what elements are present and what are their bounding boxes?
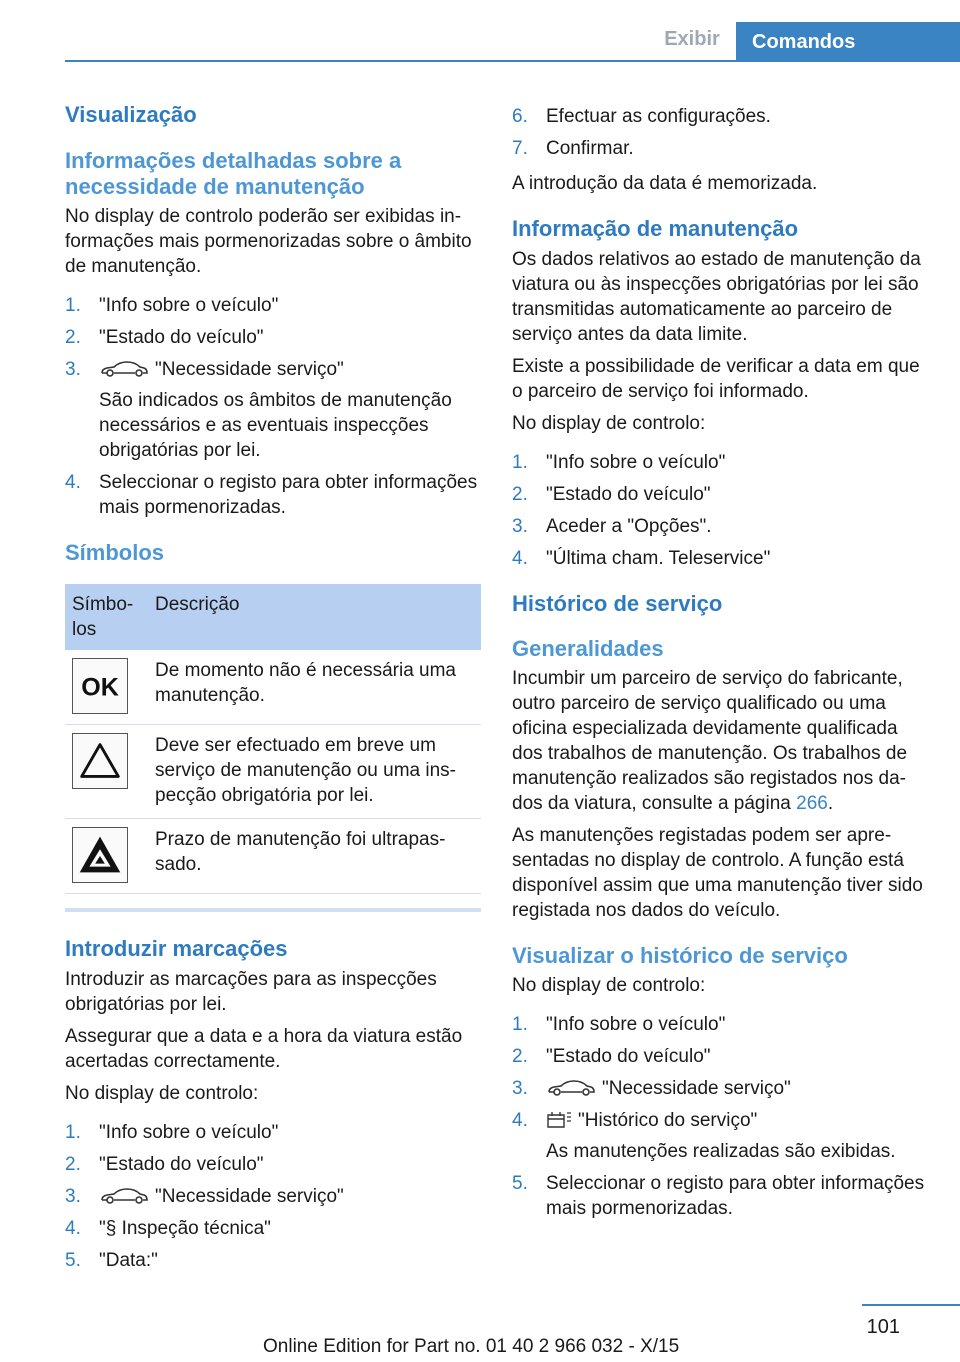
list-number: 4.: [65, 472, 81, 493]
paragraph: No display de controlo:: [65, 1083, 259, 1104]
paragraph: No display de controlo:: [512, 975, 706, 996]
paragraph: Introduzir as marcações para as inspecções obrigatórias por lei.: [65, 969, 437, 1015]
ok-icon: [72, 658, 128, 714]
list-text: "Estado do veículo": [99, 327, 264, 348]
list-number: 2.: [512, 1046, 528, 1067]
table-cell-desc: Deve ser efectuado em breve um serviço de manutenção ou uma inspecção obrigatória por lei.: [148, 725, 481, 819]
list-item: [512, 1108, 926, 1164]
list-text: "Estado do veículo": [546, 1046, 711, 1067]
list-text: "Info sobre o veículo": [99, 295, 279, 316]
table-row: [65, 819, 481, 894]
list-item: [512, 136, 926, 161]
list-number: 4.: [65, 1218, 81, 1239]
table-cell-symbol: [65, 650, 148, 725]
list-item: [65, 470, 481, 520]
list-item: [65, 357, 481, 463]
list-number: 5.: [65, 1250, 81, 1271]
list-item: [65, 1248, 481, 1273]
list-subtext: As manutenções realizadas são exibidas.: [546, 1141, 896, 1162]
list-text: "Histórico do serviço": [578, 1110, 758, 1131]
list-number: 2.: [65, 327, 81, 348]
list-item: [512, 546, 926, 571]
list-text: Aceder a "Opções".: [546, 516, 712, 537]
table-cell-symbol: [65, 725, 148, 819]
table-row: [65, 650, 481, 725]
list-number: 3.: [512, 1078, 528, 1099]
list-item: [65, 1216, 481, 1241]
heading-visualizar-historico: Visualizar o histórico de serviço: [512, 943, 848, 968]
page-header: [0, 0, 960, 62]
warning-triangle-icon: [72, 733, 128, 789]
list-number: 1.: [512, 452, 528, 473]
paragraph: Existe a possibilidade de verificar a data em que o parceiro de serviço foi informado.: [512, 356, 920, 402]
list-number: 3.: [65, 359, 81, 380]
table-row: [65, 725, 481, 819]
paragraph-text: .: [827, 793, 834, 814]
list-item: [512, 104, 926, 129]
list-text: "Info sobre o veículo": [99, 1122, 279, 1143]
heading-informacao-manutencao: Informação de manutenção: [512, 216, 799, 241]
page-footer: [0, 1300, 960, 1362]
list-text: "Info sobre o veículo": [546, 452, 726, 473]
list-item: [512, 1012, 926, 1037]
list-number: 5.: [512, 1173, 528, 1194]
steps-list-3: [512, 450, 926, 571]
steps-list-continued: [512, 104, 926, 161]
left-column: [65, 96, 481, 1283]
list-item: [65, 293, 481, 318]
list-number: 2.: [65, 1154, 81, 1175]
table-cell-symbol: [65, 819, 148, 894]
table-end-divider: [65, 908, 481, 912]
table-cell-desc: Prazo de manutenção foi ultrapassado.: [148, 819, 481, 894]
list-text: "Necessidade serviço": [155, 359, 344, 380]
calendar-icon: [546, 1109, 572, 1129]
table-header-descricao: Descrição: [148, 584, 481, 650]
car-icon: [99, 1187, 149, 1205]
list-item: [65, 1184, 481, 1209]
paragraph: [512, 666, 926, 816]
table-header-simbolos: Símbolos: [65, 584, 148, 650]
tab-exibir[interactable]: Exibir: [664, 28, 720, 50]
list-subtext: São indicados os âmbitos de manutenção necessários e as eventuais inspecções obrigatórias por lei.: [99, 390, 452, 461]
heading-informacoes-detalhadas: Informações detalhadas sobre a necessidade de manutenção: [65, 148, 402, 199]
heading-generalidades: Generalidades: [512, 636, 664, 661]
list-number: 1.: [65, 295, 81, 316]
edition-text: Online Edition for Part no. 01 40 2 966 032 - X/15: [263, 1336, 680, 1357]
heading-visualizacao: Visualização: [65, 102, 197, 127]
steps-list-4: [512, 1012, 926, 1221]
list-text: "Necessidade serviço": [155, 1186, 344, 1207]
list-number: 4.: [512, 1110, 528, 1131]
heading-introduzir-marcacoes: Introduzir marcações: [65, 936, 288, 961]
list-text: "Estado do veículo": [546, 484, 711, 505]
list-item: [512, 1076, 926, 1101]
list-text: "Data:": [99, 1250, 158, 1271]
list-number: 6.: [512, 106, 528, 127]
list-item: [512, 482, 926, 507]
paragraph: Os dados relativos ao estado de manutenção da viatura ou às inspecções obrigatórias por lei são transmitidas automaticamente ao parceiro de serviço antes da data limite.: [512, 249, 921, 345]
paragraph-text: Incumbir um parceiro de serviço do fabricante, outro parceiro de serviço qualificado ou uma oficina especializada devidamente qualificada dos trabalhos de manutenção. Os trabalhos de manutenção realizados são registados nos dados da viatura, consulte a página: [512, 668, 908, 814]
list-text: Confirmar.: [546, 138, 634, 159]
list-item: [512, 450, 926, 475]
tab-comandos[interactable]: Comandos: [736, 22, 960, 62]
warning-triangle-filled-icon: [72, 827, 128, 883]
list-item: [65, 325, 481, 350]
table-cell-desc: De momento não é necessária uma manutenção.: [148, 650, 481, 725]
steps-list-1: [65, 293, 481, 520]
page-link[interactable]: 266: [796, 793, 828, 814]
list-item: [65, 1152, 481, 1177]
right-column: [512, 96, 926, 1231]
list-number: 3.: [65, 1186, 81, 1207]
list-text: "Estado do veículo": [99, 1154, 264, 1175]
list-text: "Necessidade serviço": [602, 1078, 791, 1099]
list-text: Seleccionar o registo para obter informações mais pormenorizadas.: [546, 1173, 925, 1219]
list-item: [512, 1171, 926, 1221]
paragraph: No display de controlo poderão ser exibidas informações mais pormenorizadas sobre o âmbito de manutenção.: [65, 206, 472, 277]
page-number: 101: [866, 1316, 900, 1338]
heading-historico-servico: Histórico de serviço: [512, 591, 723, 616]
paragraph: Assegurar que a data e a hora da viatura estão acertadas correctamente.: [65, 1026, 463, 1072]
table-header-row: [65, 584, 481, 650]
heading-simbolos: Símbolos: [65, 540, 165, 565]
list-number: 2.: [512, 484, 528, 505]
header-divider: [65, 60, 960, 62]
list-text: Seleccionar o registo para obter informações mais pormenorizadas.: [99, 472, 478, 518]
car-icon: [99, 360, 149, 378]
car-icon: [546, 1079, 596, 1097]
list-number: 1.: [65, 1122, 81, 1143]
list-number: 4.: [512, 548, 528, 569]
list-number: 1.: [512, 1014, 528, 1035]
list-text: "§ Inspeção técnica": [99, 1218, 271, 1239]
list-text: "Última cham. Teleservice": [546, 548, 771, 569]
list-item: [65, 1120, 481, 1145]
paragraph: A introdução da data é memorizada.: [512, 173, 818, 194]
list-number: 3.: [512, 516, 528, 537]
list-item: [512, 1044, 926, 1069]
list-text: "Info sobre o veículo": [546, 1014, 726, 1035]
list-text: Efectuar as configurações.: [546, 106, 771, 127]
list-item: [512, 514, 926, 539]
paragraph: No display de controlo:: [512, 413, 706, 434]
symbols-table: [65, 584, 481, 894]
paragraph: As manutenções registadas podem ser apresentadas no display de controlo. A função está disponível assim que uma manutenção tiver sido registada nos dados do veículo.: [512, 825, 923, 921]
svg-text:OK: OK: [81, 673, 119, 702]
list-number: 7.: [512, 138, 528, 159]
steps-list-2: [65, 1120, 481, 1273]
footer-divider: [862, 1304, 960, 1306]
